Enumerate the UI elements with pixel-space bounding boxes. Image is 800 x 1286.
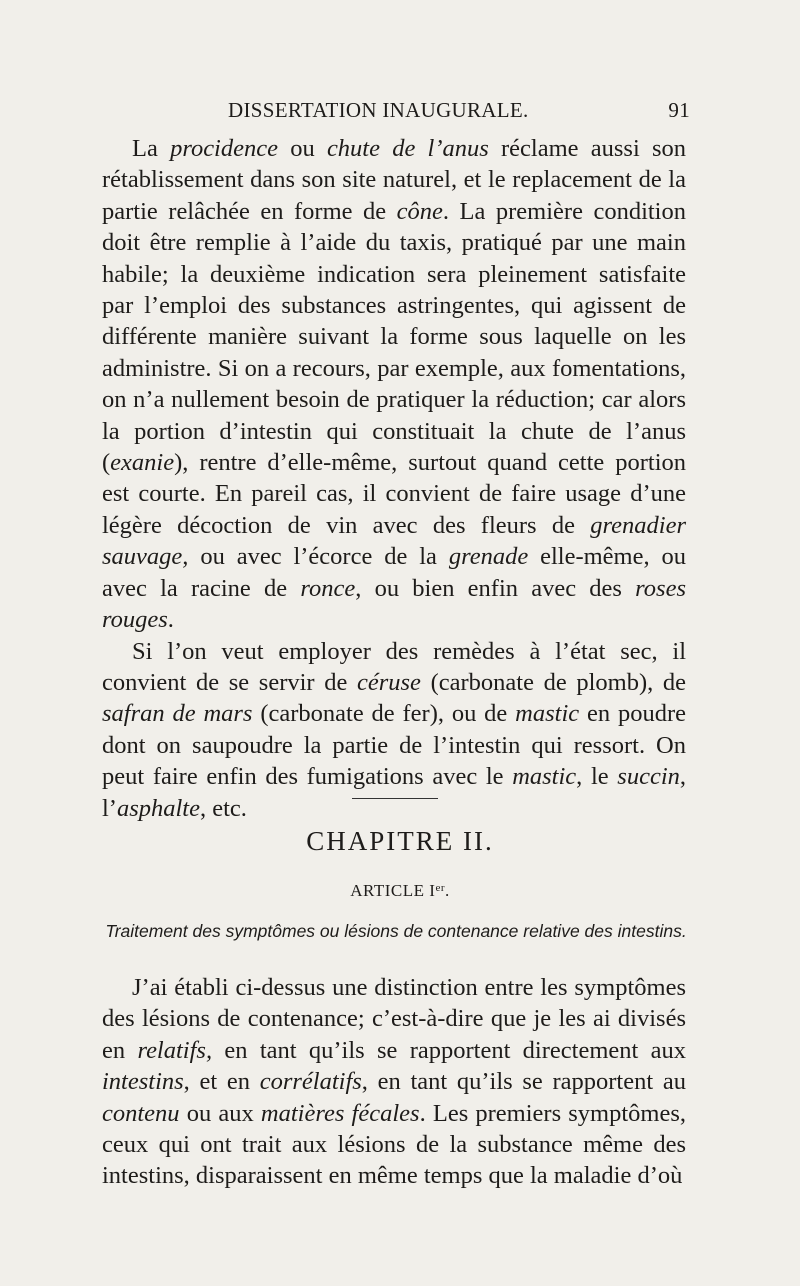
text-block-bottom [102, 972, 686, 1192]
text-run: , en tant qu’ils se rapportent au [361, 1068, 686, 1096]
italic-term: corrélatifs [259, 1068, 362, 1096]
italic-term: contenu [102, 1099, 180, 1127]
text-run: en poudre dont on saupoudre la partie de l’intestin qui ressort. On peut faire enfin des fumigations avec le [102, 700, 686, 791]
text-run: , et en [183, 1068, 260, 1096]
article-heading [0, 881, 800, 901]
italic-term: mastic [512, 763, 577, 791]
header-title: DISSERTATION INAUGURALE. [228, 98, 529, 122]
text-run: Si l’on veut employer des remèdes à l’état sec, il convient de se servir de [102, 637, 686, 696]
text-run: en tant qu’ils se rapportent directement aux [212, 1036, 687, 1064]
article-period: . [444, 881, 450, 900]
italic-term: chute de l’anus [326, 135, 489, 162]
article-subtitle: Traitement des symptômes ou lésions de contenance relative des intestins. [105, 921, 687, 941]
text-run: , ou bien enfin avec des [355, 574, 636, 602]
article-ordinal-suffix: er [435, 882, 445, 894]
text-run: (carbonate de plomb), de [420, 668, 686, 696]
text-run: , etc. [200, 794, 247, 822]
italic-term: procidence [170, 135, 278, 162]
chapter-title: CHAPITRE II. [306, 826, 494, 856]
text-run: . La première condition doit être remplie à l’aide du taxis, pratiqué par une main habile; la deuxième indication sera pleinement satisfaite par l’emploi des substances astringentes, qui agissent de différente manière suivant la forme sous laquelle on les administre. Si on a recours, par exemple, aux fomentations, on n’a nullement besoin de pratiquer la réduction; car alors la portion d’intestin qui constituait la chute de l’anus ( [102, 197, 686, 477]
italic-term: succin [617, 763, 680, 791]
italic-term: grenadier sauvage, [102, 511, 686, 571]
text-run: réclame aussi son rétablissement dans son site naturel, et le replacement de la partie relâchée en forme de [102, 135, 686, 225]
running-header [100, 92, 690, 126]
text-run: . [167, 606, 174, 634]
text-block-top [102, 133, 686, 824]
text-run: (carbonate de fer), ou de [252, 700, 516, 728]
section-divider [352, 798, 438, 799]
italic-term: roses rouges [102, 574, 686, 634]
text-run: . Les premiers symptômes, ceux qui ont trait aux lésions de la substance même des intestins, disparaissent en même temps que la maladie d’où [102, 1099, 687, 1190]
italic-term: exanie [110, 449, 175, 477]
article-label: ARTICLE I [350, 881, 436, 900]
text-run: ), rentre d’elle-même, surtout quand cette portion est courte. En pareil cas, il convient de faire usage d’une légère décoction de vin avec des fleurs de [102, 449, 686, 539]
text-run: , l’ [102, 763, 686, 822]
page-number: 91 [668, 98, 690, 122]
italic-term: asphalte [116, 794, 200, 822]
paragraph-procidence [102, 133, 686, 636]
italic-term: ronce [300, 574, 356, 602]
italic-term: relatifs, [137, 1036, 213, 1064]
paragraph-distinction [102, 972, 686, 1192]
italic-term: mastic [515, 700, 580, 728]
italic-term: intestins [102, 1068, 184, 1096]
italic-term: grenade [448, 543, 529, 571]
text-run: ou avec l’écorce de la [188, 543, 449, 571]
text-run: La [132, 135, 171, 162]
text-run: , le [576, 763, 618, 791]
text-run: ou [278, 135, 327, 162]
text-run: elle-même, ou avec la racine de [102, 543, 686, 602]
italic-term: cône [396, 197, 443, 225]
paragraph-remedes-secs [102, 636, 686, 824]
italic-term: safran de mars [102, 700, 253, 728]
italic-term: matières fécales [260, 1099, 420, 1127]
italic-term: céruse [356, 668, 421, 696]
text-run: ou aux [179, 1099, 261, 1127]
text-run: J’ai établi ci-dessus une distinction entre les symptômes des lésions de contenance; c’est-à-dire que je les ai divisés en [102, 974, 686, 1064]
